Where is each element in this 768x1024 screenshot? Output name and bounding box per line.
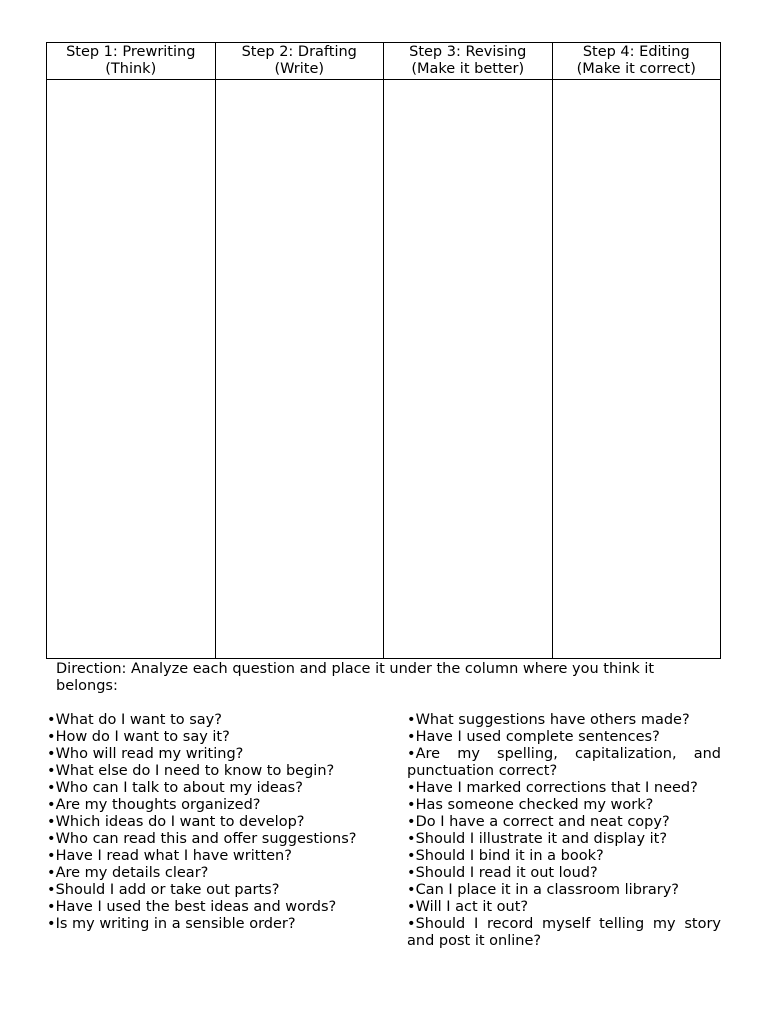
column-header-revising: [384, 43, 553, 80]
list-item: • Have I used complete sentences?: [407, 729, 721, 746]
list-item: • How do I want to say it?: [47, 729, 361, 746]
list-item: • Which ideas do I want to develop?: [47, 814, 361, 831]
column-header-drafting: [215, 43, 384, 80]
revising-answer-cell[interactable]: [384, 80, 553, 659]
list-item: • Have I used the best ideas and words?: [47, 899, 361, 916]
list-item: • Who can I talk to about my ideas?: [47, 780, 361, 797]
list-item: • What suggestions have others made?: [407, 712, 721, 729]
column-sub-label: (Make it better): [411, 61, 525, 77]
list-item: • Can I place it in a classroom library?: [407, 882, 721, 899]
direction-text: Direction: Analyze each question and place it under the column where you think it belongs:: [56, 661, 655, 694]
list-item: • Are my spelling, capitalization, and punctuation correct?: [407, 746, 721, 780]
list-item: • Are my thoughts organized?: [47, 797, 361, 814]
column-sub-label: (Make it correct): [576, 61, 696, 77]
column-step-label: Step 2: Drafting: [241, 44, 357, 60]
list-item: • Should I bind it in a book?: [407, 848, 721, 865]
column-header-prewriting: [47, 43, 216, 80]
writing-process-table: [46, 42, 721, 659]
list-item: • Is my writing in a sensible order?: [47, 916, 361, 933]
list-item: • Have I marked corrections that I need?: [407, 780, 721, 797]
list-item: • Who can read this and offer suggestions?: [47, 831, 361, 848]
list-item: • Have I read what I have written?: [47, 848, 361, 865]
list-item: • Are my details clear?: [47, 865, 361, 882]
column-step-label: Step 1: Prewriting: [66, 44, 196, 60]
list-item: • What do I want to say?: [47, 712, 361, 729]
column-header-editing: [552, 43, 721, 80]
column-sub-label: (Think): [105, 61, 157, 77]
list-item: • Should I read it out loud?: [407, 865, 721, 882]
table-header-row: [47, 43, 721, 80]
list-item: • Should I record myself telling my story and post it online?: [407, 916, 721, 950]
column-step-label: Step 3: Revising: [409, 44, 527, 60]
editing-answer-cell[interactable]: [552, 80, 721, 659]
list-item: • Who will read my writing?: [47, 746, 361, 763]
list-item: • Should I illustrate it and display it?: [407, 831, 721, 848]
list-item: • Do I have a correct and neat copy?: [407, 814, 721, 831]
question-list-left: [47, 712, 361, 933]
prewriting-answer-cell[interactable]: [47, 80, 216, 659]
list-item: • What else do I need to know to begin?: [47, 763, 361, 780]
table-body-row: [47, 80, 721, 659]
column-step-label: Step 4: Editing: [582, 44, 690, 60]
drafting-answer-cell[interactable]: [215, 80, 384, 659]
list-item: • Will I act it out?: [407, 899, 721, 916]
question-list-right: [407, 712, 721, 950]
list-item: • Has someone checked my work?: [407, 797, 721, 814]
list-item: • Should I add or take out parts?: [47, 882, 361, 899]
column-sub-label: (Write): [274, 61, 325, 77]
